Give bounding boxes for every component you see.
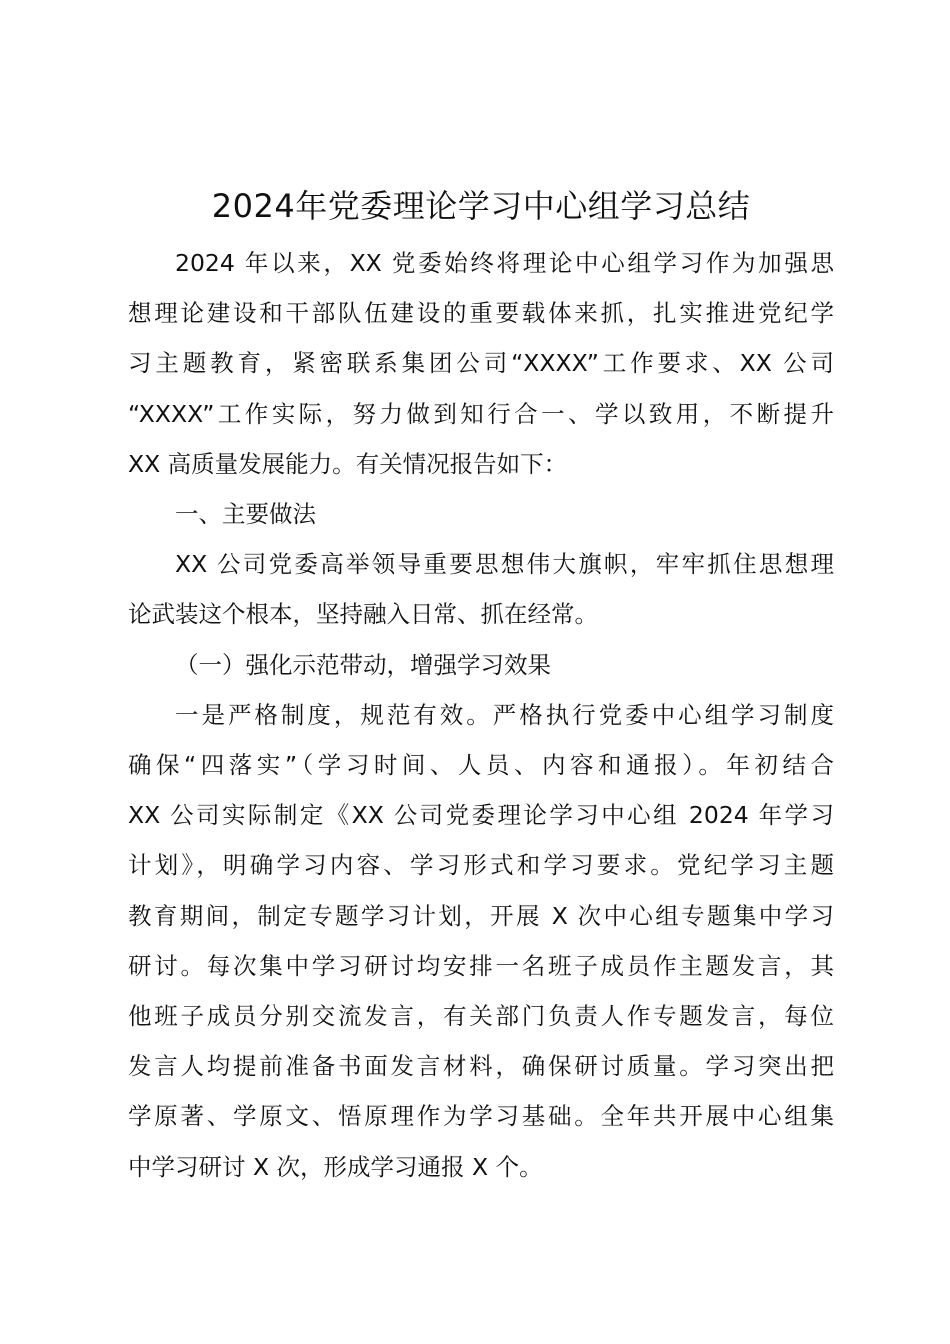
text-line: XX 高质量发展能力。有关情况报告如下：: [128, 449, 568, 478]
text-line: 习主题教育，紧密联系集团公司“XXXX”工作要求、XX 公司: [128, 349, 834, 378]
text-line: “XXXX”工作实际，努力做到知行合一、学以致用，不断提升: [128, 399, 834, 428]
section-intro-paragraph: [128, 539, 834, 639]
subsection-heading: （一）强化示范带动，增强学习效果: [175, 650, 551, 679]
text-line: 论武装这个根本，坚持融入日常、抓在经常。: [128, 600, 598, 629]
text-line: 研讨。每次集中学习研讨均安排一名班子成员作主题发言，其: [128, 951, 834, 980]
text-line: XX 公司实际制定《XX 公司党委理论学习中心组 2024 年学习: [128, 801, 834, 830]
text-line: 学原著、学原文、悟原理作为学习基础。全年共开展中心组集: [128, 1102, 834, 1131]
text-line: 中学习研讨 X 次，形成学习通报 X 个。: [128, 1152, 543, 1181]
text-line: 一是严格制度，规范有效。严格执行党委中心组学习制度: [175, 700, 834, 729]
text-line: 发言人均提前准备书面发言材料，确保研讨质量。学习突出把: [128, 1052, 834, 1081]
text-line: 2024 年以来，XX 党委始终将理论中心组学习作为加强思: [175, 249, 834, 277]
text-line: 教育期间，制定专题学习计划，开展 X 次中心组专题集中学习: [128, 901, 834, 930]
text-line: XX 公司党委高举领导重要思想伟大旗帜，牢牢抓住思想理: [175, 550, 834, 579]
text-line: 计划》，明确学习内容、学习形式和学习要求。党纪学习主题: [128, 851, 834, 880]
intro-paragraph: [128, 238, 834, 489]
text-line: 确保“四落实”（学习时间、人员、内容和通报）。年初结合: [128, 751, 834, 780]
subsection-body-paragraph: [128, 690, 834, 1192]
text-line: 他班子成员分别交流发言，有关部门负责人作专题发言，每位: [128, 1002, 834, 1031]
document-page: [128, 178, 834, 1192]
text-line: 想理论建设和干部队伍建设的重要载体来抓，扎实推进党纪学: [128, 299, 834, 328]
section-heading: 一、主要做法: [175, 500, 316, 529]
document-title: 2024年党委理论学习中心组学习总结: [211, 187, 751, 225]
